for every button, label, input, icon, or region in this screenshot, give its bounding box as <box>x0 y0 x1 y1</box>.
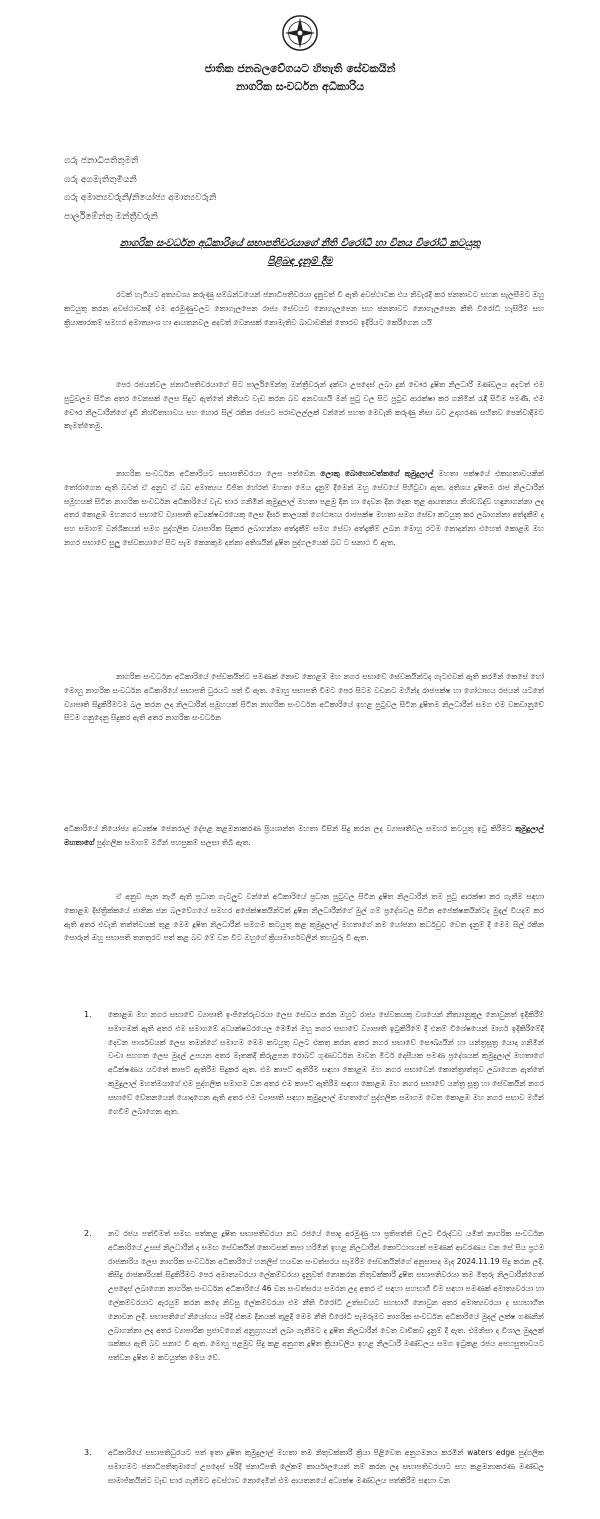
list-number: 1. <box>84 1010 92 1019</box>
person-name: කුමුදුලාල් මහතාගේ <box>64 824 544 847</box>
list-item: කොළඹ මහ නගර සභාවේ ව්‍යාපෘති ඉංජිනේරුවරයා ලෙස සේවය කරන ඔහුට රාජ්‍ය සේවකයකු වශයෙන් නීත්‍යානුකූල නොවුනත් ඉදිකිරීම් සමාගමක් ඇති අතර එම සමාගමේ අධ්‍යක්ෂවරයෙල මෙමින් ඔහු නගර සභාවේ ව්‍යාපෘති ඉටුකිරීමේ දී එනම් විශේෂයෙන් මාර්ග ඉදිකිරීමේදී දෙවන පාර්ශවයක් ලෙස තමන්ගේ සමාගම මෙම කටයුතු වලට එකතු කරන අතර නගර සභාවේ සෞඛ්‍යයින් හා යන්ත්‍රසූත්‍ර යොදා ගනිමින් වංචා සහගත ලෙස මුදල් උපයන අතර මෑතකදී කිරුළපන රොබට් ගුණවර්ධන මාවත මීටර් දෙසීයක පමණ ප්‍රදේශයක් කුමුදුලාල් මහතාගේ අධීක්ෂණය යටතේ කාපට් ඇතිරීම සිදුකර ඇත. එම කාපට් ඇතිරීම සඳහා කොළඹ මහ නගර සභාවෙන් කොන්ත්‍රාත්තුව ලබාගෙන ඇත්තේ කුමුදුලාල් මහත්මයාගේ එම පුද්ගලික සමාගම වන අතර එම කාපට් ඇතිරීම සඳහා කොළඹ මහ නගර සභාවේ යන්ත්‍ර සූත්‍ර හා සේවකයින් නගර සභාවේ වේතනයෙන් යොදාගෙන ඇති අතර එම ව්‍යාපෘති සඳහා කුමුදුලාල් මහතාගේ පුද්ගලික සමාගම වෙත කොළඹ මහ නගර සභාව මගින් ගෙවීම් ලබාගෙන ඇත. <box>108 1010 544 1116</box>
addressee: ගරු අගමැතිතුමියනි <box>64 174 137 185</box>
paragraph: ඒ අනුව පැන නැගී ඇති ප්‍රධාන ගැටලුව වන්නේ අධිකාරියේ ප්‍රධාන පුටුවල සිටින දූෂිත නිලධාරීන් තම පුටු ආරක්ෂා කර ගැනීම සඳහා කොළඹ දිස්ත්‍රික්කයේ ජාතික ජන බලවේගයේ සමහර අපේක්ෂකයින්ටත් දූෂිත නිලධාරීන්ගේ මුල් ගම් ප්‍රදේශවල සිටින අපේක්ෂකයින්ටද මුදල් වියදම් කර ඇති අතර එවැනි තත්ත්වයක් තුළ මෙම දූෂිත නිලධාරීන් සමගම කටයුතු කළ කුමුදුලාල් මහතාගේ නම යෝජනා කර්ධවුව වෙත දැනුම් දී මෙම සිල් රකින සොරුන් ඔහු සභාපති තනතුරට පත් කළ බව මේ වන විට ඔහුගේ ක්‍රියාමාර්ගවලින් තහවුරු වී ඇත. <box>64 892 544 943</box>
list-number: 2. <box>84 1229 92 1238</box>
list-number: 3. <box>84 1448 92 1457</box>
letter-title <box>52 235 548 271</box>
title-line: නාගරික සංවර්ධන අධිකාරියේ සභාපතිවරයාගේ නීති විරෝධී හා විනය විරෝධී කටයුතු <box>119 238 481 249</box>
list-item: නව රජය පත්වීමත් සමඟ පත්කළ දූෂිත සභාපතිවරයා නව රජයේ පොදු අරමුණු හා ප්‍රතිපත්ති වලට විරුද්ධව යමින් නාගරික සංවර්ධන අධිකාරියේ උසස් නිලධාරීන් ද සමඟ සේවකයින් කොටසක් කපා හරිමින් ඉහළ නිලධාරීන් කොට්ඨාශයක් පමණක් ආවරණය වන සේ සිය ප්‍රථම රාජකාරිය ලෙස නාගරික සංවර්ධන අධිකාරියේ හනලිස් හයවන සංවත්සරය සැමරීම සේවකයින්ගේ අනුසාසද මැද 2024.11.19 සිදු කරන ලදී. කිසිදු රාජකාරියක් සිදුකිරීමට පෙර අමාත්‍යවරයා ලේකම්වරයා දැනුවත් නොකරන නිතුවක්කාරී දූෂිත සභාපතිවරයා තම මිතුරු නිලධාරීන්ගෙන් උපදෙස් ලබාගෙන නාගරික සංවර්ධන අධිකාරියේ 46 වන සංවත්සරය සමරන ලද අතර ඒ සඳහා සහභාගී වීම සඳහා පමණක් අමාත්‍යවරයා හා ලේකම්වරයාට ඇරයුම් කරන කදෙ නිවසු ලේකම්වරයා එම නීති විරෝධී උත්සවයට සහභාගී නොවුන අතර අමාත්‍යවරයා ද සහභාගීත නොවන ලදී. සභාපතිගේ නියෝගය පරිදි එකම දිනයක් තුළදී මෙම නීති විරෝධී සැමරුමට නාගරික සංවර්ධන අධිකාරියේ මුදල් ලක්ෂ ගණනින් ලබාගන්නා ලද අතර ව්‍යාපාරික ප්‍රජාවගෙන් අනුග්‍රහයන් ලබා ගැනීමට ද දූෂිත නිලධාරීන් වෙත වාචිකව දැනුම් දී ඇත. එමනිසා ද විශාල මුදලක් ශක්කය ඇති බව සනාථ වී ඇත. මොහු පළමුව සිදු කළ අනුගත දූෂිත ක්‍රියාවලිය ඉහළ නිලධාරී මණ්ඩලය සමග ඉටුකළ රජය අපහසුතාවයට පත්වන දූෂිත ම කටයුත්ත මෙය වේ. <box>108 1229 544 1363</box>
person-name: ලොකු බොහොචත්තගේ කුමුදුලාල් <box>320 469 434 478</box>
paragraph <box>64 822 544 880</box>
paragraph <box>64 467 544 654</box>
addressee-list <box>64 152 524 226</box>
emblem-icon <box>281 14 319 52</box>
addressee: ගරු ජනාධිපතිතුමනි <box>64 156 139 166</box>
paragraph: නාගරික සංවර්ධන අධිකාරියේ සේවකයින්ට පමණක් නොව කොළඹ මහ නගර සභාවේ සේවකයින්ටද ගැටළුවක් ඇති කරමින් කෙසේ හෝ මොහු නාගරික සංවර්ධන අධිකාරියේ සභාපති ධුරයට පත් වී ඇත. මොහු සභාපති වීමට පෙර සිටම වචනට මහින්ද රාජපක්ෂ හා ගෝඨාභය රජයන් යටතේ ව්‍යාපෘති සිදුකිරීමටම බල කරන ලද නිලධාරීන් සමූහයක් සිටින නාගරික සංවර්ධන අධිකාරියේ ඉහළ පුටුවල සිටින දූෂිතම නිලධාරීන් සමග එම වකවානුවේ සිටම ගනුදෙනු සිදුකර ඇති අතර නාගරික සංවර්ධන <box>64 672 544 723</box>
paragraph: පෙර රජයන්වල ජනාධිපතිවරයාගේ සිට පාර්ලිමේන්තු මන්ත්‍රීවරුන් දක්වා උපදෙස් ලබා දුන් චෞර දූෂිත නිලධාරී මණ්ඩලය අදටත් එම පුටුවලම සිටින අතර වෙනසක් ලෙස සිදුව ඇත්තේ නීතියට වැඩ කරන බව අනවශ්‍යයි මන් පුටු වල සිට පුටුව ආරක්ෂා කර ගනිමින් රැඳී සිටීම පමණි. එම චෞර නිලධාරීන්ගේ දැඩි නිශ්චිතභාවය සහ හොර සිල් රකින රජයට පරාවලල්ලක් වන්නේ පහත මෙවැනි කරුණු නිසා බව උදාහරණ සහිතව පෙන්වාදීමට කැමත්තෙමු. <box>64 380 544 431</box>
paragraph-text: පුද්ගලික සමාගමට ජනාධිපතිතුමාගේ උපදෙස් පරිදි ජනාධිපති ලේකම් කාර්යාලයෙන් නම් කරන ලද සභාපතිවරයාට සහ කළමනාකරණ මණ්ඩල සාමාජිකයින්ට වැඩ භාර ගැනීමට අවස්ථාව නොදෙමින් එම ආයතනයේ අධ්‍යක්ෂ මණ්ඩලය පත්කිරීම සඳහා වන <box>108 1448 544 1485</box>
addressee: පාර්ලිමේන්තු මන්ත්‍රීවරුනි <box>64 211 158 222</box>
paragraph-text: මහතා පක්ෂයේ එකඟතාවයකින් තෝරාගෙන ඇති බවත් ඒ අනුව ඒ බව අමාත්‍යය විජිත හේරත් මහතා මෙය දැනුම් දීමෙන් ඔහු සේවයේ පිහිටුවා ඇත. අතිශය දූෂිතම රාජ නිලධාරීන් සමූහයක් සිටින නාගරික සංවර්ධන අධිකාරියේ වැඩ භාර ගනිමින් කුමුදුලාල් මහතා පළමු දින හා දෙවන දින දෙක තුළ ආයතනය නිශ්චබ්ද්ව හඳුනාගන්නා ලද අතර කොළඹ මහනගර සභාවේ ව්‍යාපෘති අධ්‍යක්ෂවරයෙකු ලෙස දීර්ඝ කාලයක් ගෝඨාභය රාජපක්ෂ මහතා සමග සේවා කටයුතු කර ලබාගන්නා අත්දැකීම් ද සහ සමාගම් වන්ශිකයන් සමග පුද්ගලික ව්‍යාපාරික සිදුකර ලබාගන්නා අත්දැකීම් සමග සේවා අත්දැකීම් ලබන මොහු රටම නොදන්නා එහෙත් කොළඹ මහ නගර සභාවේ සුලු සේවකයාගේ සිට සැම කෙනකුම දන්නා අතිශයින් දූෂිත පුද්ගලයෙක් බව ට සනාථ වී ඇත. <box>64 469 544 547</box>
title-line: පිළිබඳ දැනුම් දීම <box>267 256 333 267</box>
org-name: ජාතික ජනබලවේගයට හිතැති සේවකයින් <box>204 62 396 75</box>
paragraph-text: අධිකාරියේ නියෝජ්‍ය අධ්‍යක්ෂ ජෙනරාල් දේපළ කළමනාකරණ ප්‍රියශාන්ත මහතා විසින් සිදු කරන ලද ව්‍යාපෘතිවල සමහර කටයුතු ඉටු කිරීමට <box>64 824 516 833</box>
company-name: waters edge <box>467 1448 515 1457</box>
list-item <box>108 1446 544 1506</box>
paragraph-text: නාගරික සංවර්ධන අධිකාරියට සභාපතිවරයා ලෙස පත්වෙන <box>116 469 321 478</box>
org-subtitle: නාගරික සංවර්ධන අධිකාරිය <box>235 80 365 93</box>
paragraph-text: පුද්ගලික සමාගම් මගින් පහසුකම් සලසා තිබී ඇත. <box>94 837 251 847</box>
addressee: ගරු අමාත්‍යවරුනි/නියෝජ්‍ය අමාත්‍යවරුනි <box>64 193 217 203</box>
paragraph: රටක් හැටියට අත්‍යවශ්‍ය කරුණු සම්බන්ධයෙන් ජනාධිපතිවරයා දැනුවත් වී ඇති අවස්ථාවක එය නිවැරදි කර ජනතාවට සහන සැලසීමට ඔහු කටයුතු කරන අවස්ථාවකදී එම අරමුණුවලට නොගැලපෙන රාජ්‍ය සේවයට නොගැලපෙන සහ ජනතාවට නොගැලපෙන නීති විරෝධී හැසිරීම් සහ ක්‍රියාකාරකම් සමහර අමාත්‍යාංශ හා ආයතනවල අදටත් වෙනසක් නොමැතිව බාධාවකින් තොරව ඉදිරියට කෙරීගෙන යයි <box>64 290 544 327</box>
paragraph-text: අධිකාරියේ සභාපතිධුරයට පත් ඉතා දූෂිත කුමුදුලාල් මහතා තම නිතුවක්කාරී ක්‍රියා පිළිවෙත අනුගමනය කරමින් <box>108 1448 468 1457</box>
